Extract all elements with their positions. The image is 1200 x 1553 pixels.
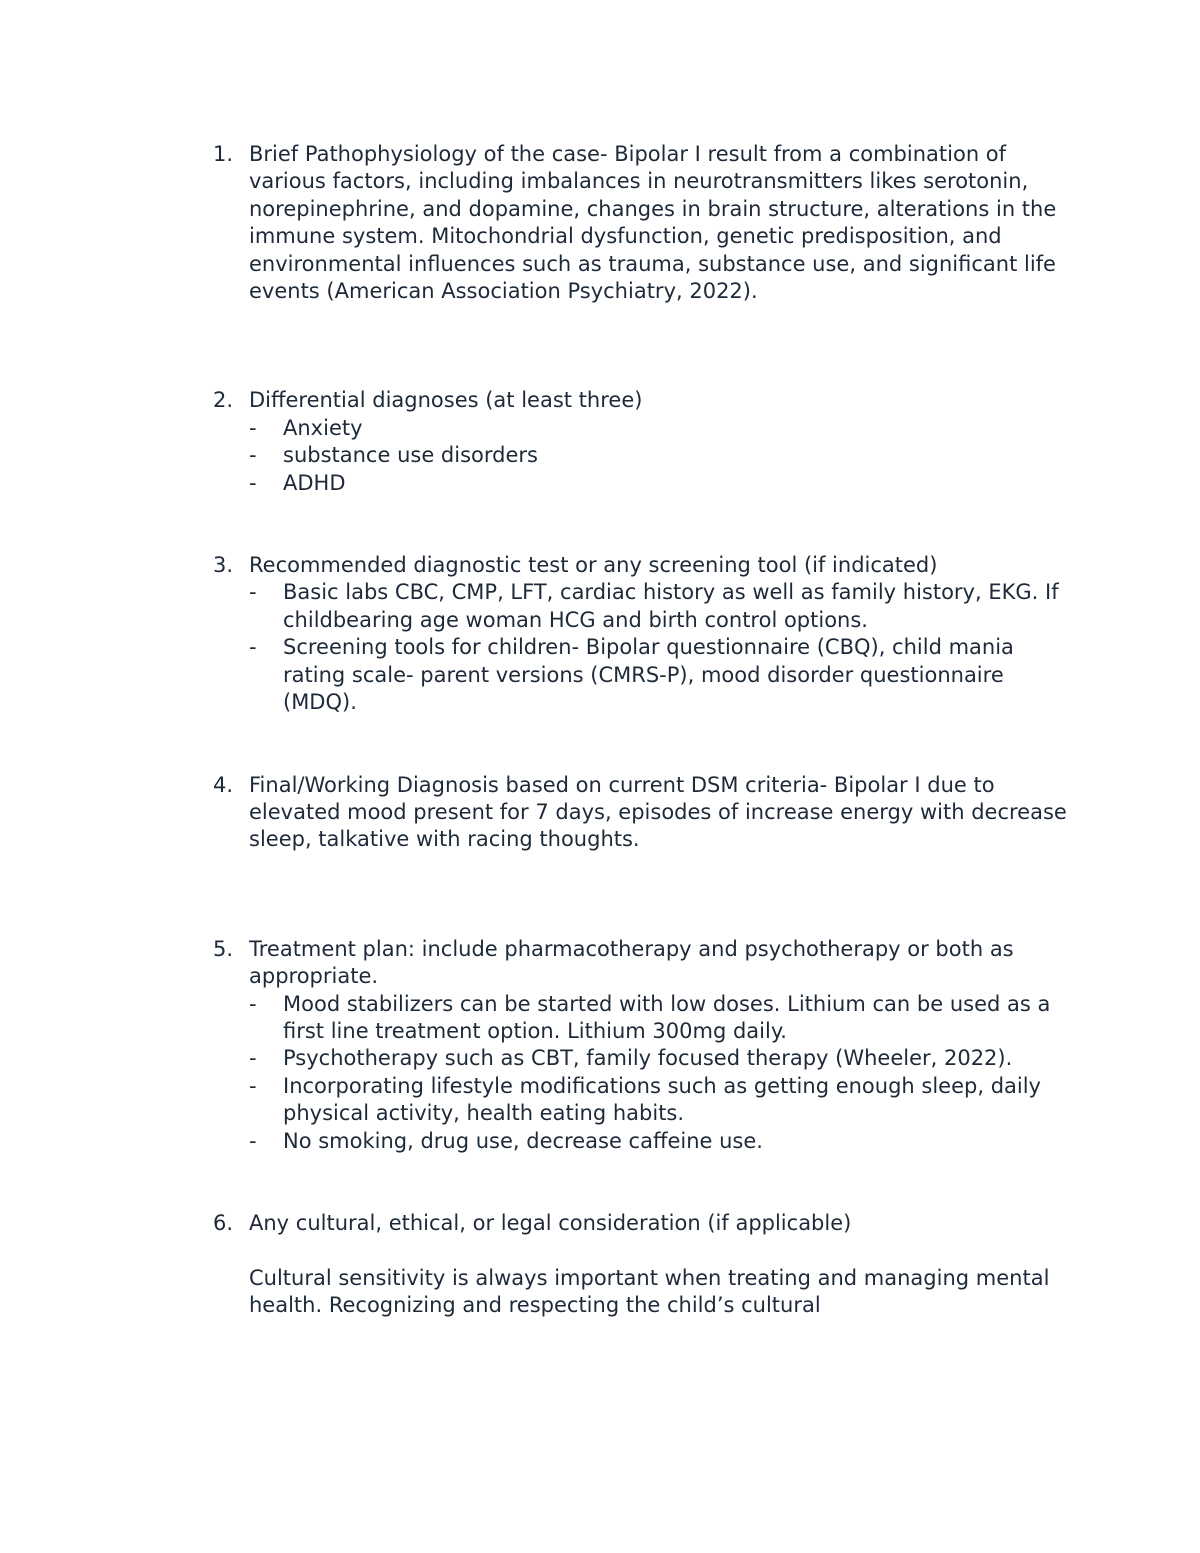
section-number: 4.: [213, 772, 234, 797]
section-heading: Recommended diagnostic test or any screening tool (if indicated): [249, 553, 938, 578]
section-diagnostic-tests: [213, 552, 1073, 716]
dash-bullet: -: [249, 1073, 257, 1098]
section-number: 3.: [213, 553, 234, 578]
dash-bullet: -: [249, 443, 257, 468]
list-item-text: Mood stabilizers can be started with low doses. Lithium can be used as a first line treatment option. Lithium 300mg daily.: [283, 991, 1051, 1043]
dash-bullet: -: [249, 991, 257, 1016]
bullet-list: [249, 991, 1073, 1155]
list-item: [249, 1073, 1073, 1128]
section-differential-diagnoses: [213, 387, 1073, 497]
section-number: 2.: [213, 388, 234, 413]
list-item-text: ADHD: [283, 470, 346, 495]
list-item-text: substance use disorders: [283, 443, 538, 468]
list-item: [249, 1128, 1073, 1155]
section-text: Final/Working Diagnosis based on current DSM criteria- Bipolar I due to elevated mood present for 7 days, episodes of increase energy with decrease sleep, talkative with racing thoughts.: [249, 772, 1067, 852]
list-item: [249, 991, 1073, 1046]
list-item-text: Anxiety: [283, 415, 363, 440]
section-working-diagnosis: [213, 772, 1073, 854]
list-item-text: Psychotherapy such as CBT, family focused therapy (Wheeler, 2022).: [283, 1046, 1013, 1071]
dash-bullet: -: [249, 580, 257, 605]
dash-bullet: -: [249, 1046, 257, 1071]
numbered-list: [213, 141, 1073, 1320]
list-item: [249, 634, 1073, 716]
list-item-text: Basic labs CBC, CMP, LFT, cardiac history as well as family history, EKG. If childbearing age woman HCG and birth control options.: [283, 580, 1059, 632]
list-item: [249, 1045, 1073, 1072]
list-item-text: Incorporating lifestyle modifications such as getting enough sleep, daily physical activity, health eating habits.: [283, 1073, 1041, 1126]
bullet-list: [249, 415, 1073, 497]
section-heading: Any cultural, ethical, or legal consideration (if applicable): [249, 1210, 852, 1235]
section-paragraph: Cultural sensitivity is always important when treating and managing mental health. Recognizing and respecting the child’s cultural: [249, 1265, 1050, 1318]
section-heading: Differential diagnoses (at least three): [249, 388, 643, 413]
dash-bullet: -: [249, 470, 257, 495]
section-number: 5.: [213, 936, 234, 961]
section-treatment-plan: [213, 936, 1073, 1155]
section-number: 1.: [213, 142, 234, 166]
list-item: [249, 415, 1073, 442]
dash-bullet: -: [249, 1128, 257, 1153]
list-item-text: Screening tools for children- Bipolar questionnaire (CBQ), child mania rating scale- parent versions (CMRS-P), mood disorder questionnaire (MDQ).: [283, 635, 1014, 715]
bullet-list: [249, 579, 1073, 716]
section-heading: Treatment plan: include pharmacotherapy and psychotherapy or both as appropriate.: [249, 936, 1014, 989]
section-pathophysiology: [213, 141, 1073, 305]
list-item: [249, 442, 1073, 469]
list-item: [249, 470, 1073, 497]
section-cultural-considerations: [213, 1210, 1073, 1320]
list-item: [249, 579, 1073, 634]
dash-bullet: -: [249, 635, 257, 660]
section-text: Brief Pathophysiology of the case- Bipolar I result from a combination of various factors, including imbalances in neurotransmitters likes serotonin, norepinephrine, and dopamine, changes in brain structure, alterations in the immune system. Mitochondrial dysfunction, genetic predisposition, and environmental influences such as trauma, substance use, and significant life events (American Association Psychiatry, 2022).: [249, 142, 1057, 304]
list-item-text: No smoking, drug use, decrease caffeine use.: [283, 1128, 763, 1153]
dash-bullet: -: [249, 415, 257, 440]
section-number: 6.: [213, 1210, 234, 1235]
